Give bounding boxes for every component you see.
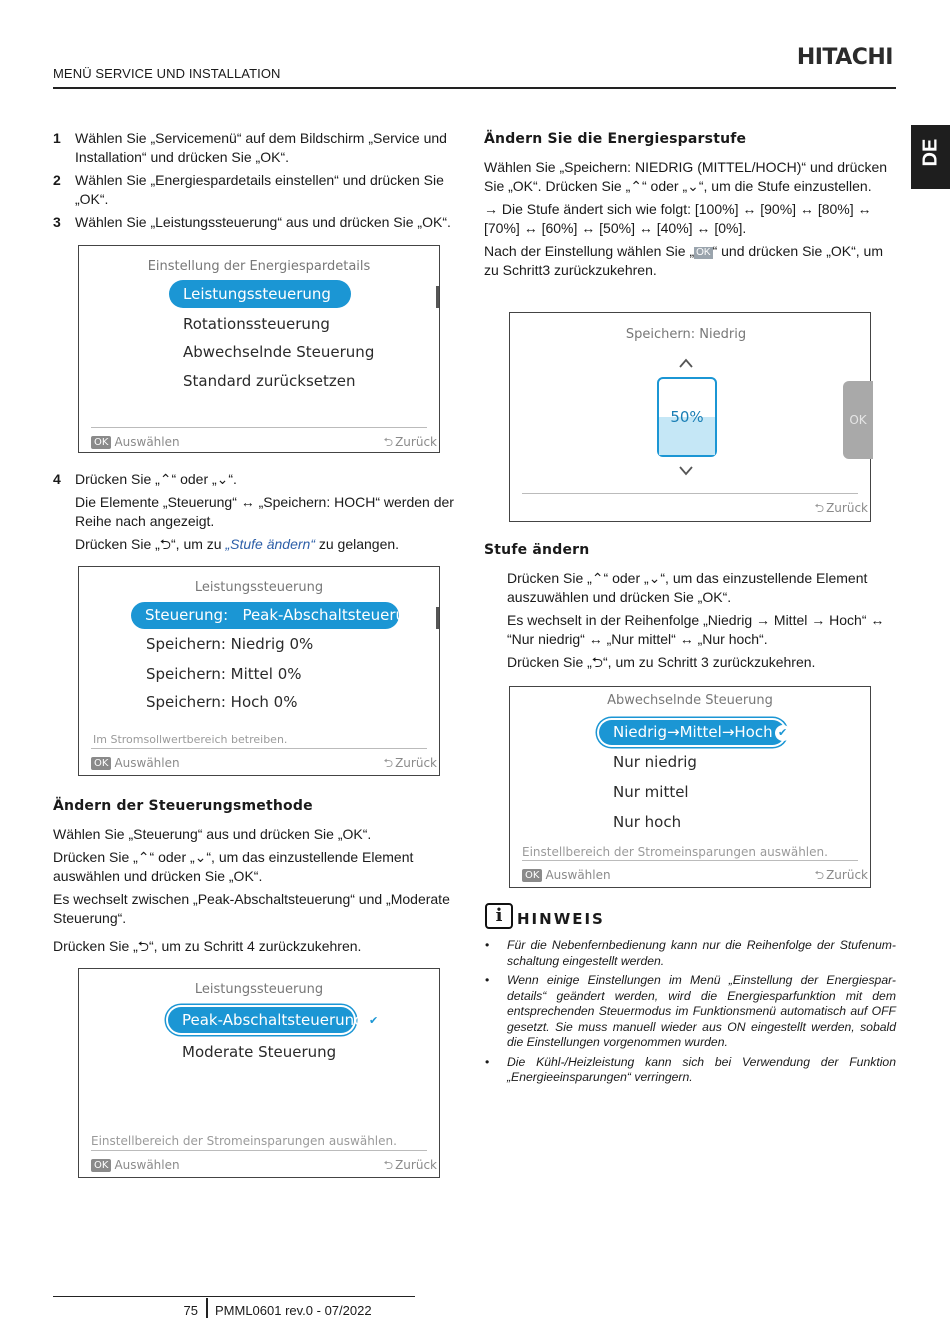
hitachi-logo: HITACHI bbox=[796, 45, 893, 70]
section-change-method bbox=[53, 797, 465, 960]
screen-title: Abwechselnde Steuerung bbox=[607, 693, 773, 708]
item-value: Niedrig bbox=[230, 635, 285, 653]
ok-badge: OK bbox=[91, 436, 111, 449]
select-hint[interactable] bbox=[91, 1156, 180, 1175]
hinweis-label: HINWEIS bbox=[517, 910, 605, 928]
step-number: 2 bbox=[53, 172, 61, 188]
step-2 bbox=[53, 171, 465, 209]
ok-badge: OK bbox=[522, 869, 542, 882]
step-text: Wählen Sie „Servicemenü“ auf dem Bildschirm „Service und Installation“ und drücken Sie „OK“. bbox=[75, 130, 447, 165]
menu-item[interactable]: Standard zurücksetzen bbox=[183, 372, 356, 390]
section-change-level bbox=[484, 541, 896, 676]
paragraph: Drücken Sie „⮌“, um zu Schritt 4 zurückzukehren. bbox=[53, 938, 362, 954]
back-hint[interactable] bbox=[383, 433, 437, 452]
back-hint[interactable] bbox=[814, 866, 868, 885]
back-icon: ⮌ bbox=[814, 501, 825, 515]
select-hint[interactable] bbox=[91, 754, 180, 773]
step-number: 3 bbox=[53, 214, 61, 230]
menu-item[interactable]: Abwechselnde Steuerung bbox=[183, 343, 375, 361]
screen-alternating-control bbox=[509, 686, 871, 888]
scrollbar[interactable] bbox=[436, 286, 439, 308]
section-title: Stufe ändern bbox=[484, 542, 590, 558]
info-icon: i bbox=[485, 903, 513, 929]
screen-title: Einstellung der Energiespardetails bbox=[147, 259, 371, 274]
check-icon: ✔ bbox=[366, 1013, 382, 1029]
level-value: 50% bbox=[670, 408, 704, 426]
paragraph: Es wechselt zwischen „Peak-Abschaltsteuerung“ und „Moderate Steuerung“. bbox=[53, 891, 450, 926]
text-part: Drücken Sie „⮌“, um zu bbox=[75, 536, 226, 552]
menu-item[interactable]: Rotationssteuerung bbox=[183, 315, 330, 333]
step-text: Wählen Sie „Leistungssteuerung“ aus und drücken Sie „OK“. bbox=[75, 214, 451, 230]
ok-badge: OK bbox=[91, 1159, 111, 1172]
item-key: Speichern: bbox=[146, 693, 226, 711]
note-item: • Wenn einige Einstellungen im Menü „Einstellung der Energiespar-details“ geändert werden, wird die Energiesparfunktion mit dem entsprechenden Steuermodus im Funktionsmenü automatisch auf OFF gesetzt. Sie muss manuell wieder aus ON eingestellt werden, sobald die Einstellungen vorgenommen wurden. bbox=[485, 973, 896, 1051]
footer-divider bbox=[91, 427, 427, 428]
screen-title: Leistungssteuerung bbox=[194, 580, 324, 595]
menu-item[interactable]: Nur mittel bbox=[613, 783, 689, 801]
item-percent: 0% bbox=[277, 665, 302, 683]
item-label: Niedrig→Mittel→Hoch bbox=[613, 723, 773, 741]
scrollbar[interactable] bbox=[436, 607, 439, 629]
back-icon: ⮌ bbox=[383, 756, 394, 770]
select-label: Auswählen bbox=[545, 868, 611, 882]
screen-save-level bbox=[509, 312, 871, 522]
step-text: Wählen Sie „Energiespardetails einstellen“ und drücken Sie „OK“. bbox=[75, 172, 444, 207]
check-icon: ✔ bbox=[775, 725, 791, 741]
footer-divider bbox=[53, 1296, 415, 1297]
section-title: Ändern Sie die Energiesparstufe bbox=[484, 131, 747, 147]
document-id: PMML0601 rev.0 - 07/2022 bbox=[215, 1303, 372, 1318]
back-hint[interactable] bbox=[814, 499, 868, 518]
hinweis-heading bbox=[485, 902, 605, 929]
step-4 bbox=[53, 470, 465, 558]
footer-divider bbox=[91, 748, 427, 749]
item-value: Mittel bbox=[230, 665, 273, 683]
chevron-down-icon[interactable] bbox=[678, 463, 694, 479]
screen-hint: Einstellbereich der Stromeinsparungen auswählen. bbox=[91, 1134, 397, 1148]
language-label: DE bbox=[919, 138, 942, 167]
step-text: Drücken Sie „⌃“ oder „⌄“. bbox=[75, 471, 237, 487]
header-title: MENÜ SERVICE UND INSTALLATION bbox=[53, 66, 281, 81]
item-percent: 0% bbox=[289, 635, 314, 653]
screen-hint: Einstellbereich der Stromeinsparungen auswählen. bbox=[522, 845, 828, 859]
back-icon: ⮌ bbox=[814, 868, 825, 882]
back-label: Zurück bbox=[395, 1158, 437, 1172]
section-title: Ändern der Steuerungsmethode bbox=[53, 798, 313, 814]
back-hint[interactable] bbox=[383, 1156, 437, 1175]
back-icon: ⮌ bbox=[383, 1158, 394, 1172]
step-3 bbox=[53, 213, 465, 232]
header-divider bbox=[53, 87, 896, 89]
menu-item[interactable] bbox=[146, 665, 302, 684]
ok-inline-badge: OK bbox=[696, 247, 711, 258]
footer-divider bbox=[522, 493, 858, 494]
chevron-up-icon[interactable] bbox=[678, 355, 694, 371]
section-energy-level bbox=[484, 130, 896, 284]
screen-power-control bbox=[78, 566, 440, 776]
paragraph: → Die Stufe ändert sich wie folgt: [100%] ↔ [90%] ↔ [80%] ↔ [70%] ↔ [60%] ↔ [50%] ↔ [40%] ↔ [0%]. bbox=[484, 201, 872, 236]
step-text: Die Elemente „Steuerung“ ↔ „Speichern: HOCH“ werden der Reihe nach angezeigt. bbox=[75, 494, 454, 529]
left-column bbox=[53, 129, 465, 236]
footer-divider bbox=[522, 860, 858, 861]
back-hint[interactable] bbox=[383, 754, 437, 773]
paragraph: Wählen Sie „Speichern: NIEDRIG (MITTEL/HOCH)“ und drücken Sie „OK“. Drücken Sie „⌃“ oder „⌄“, um die Stufe einzustellen. bbox=[484, 159, 888, 194]
back-icon: ⮌ bbox=[383, 435, 394, 449]
step-number: 4 bbox=[53, 471, 61, 487]
paragraph: Es wechselt in der Reihenfolge „Niedrig → Mittel → Hoch“ ↔ “Nur niedrig“ ↔ „Nur mittel“ ↔ „Nur hoch“. bbox=[507, 612, 885, 647]
item-label: Peak-Abschaltsteuerung bbox=[182, 1011, 364, 1029]
menu-item-selected[interactable] bbox=[599, 720, 788, 745]
text-part: Nach der Einstellung wählen Sie „ bbox=[484, 243, 695, 259]
paragraph: Drücken Sie „⌃“ oder „⌄“, um das einzustellende Element auszuwählen und drücken Sie „OK“. bbox=[507, 570, 868, 605]
stufe-aendern-link[interactable]: „Stufe ändern“ bbox=[225, 536, 315, 552]
hinweis-notes bbox=[485, 938, 896, 1090]
item-key: Speichern: bbox=[146, 635, 226, 653]
text-part: “ und drücken Sie „OK“, um zu Schritt3 zurückzukehren. bbox=[484, 243, 883, 278]
note-item: • Die Kühl-/Heizleistung kann sich bei Verwendung der Funktion „Energieeinsparungen“ verringern. bbox=[485, 1055, 896, 1086]
footer-divider bbox=[91, 1150, 427, 1151]
menu-item[interactable]: Nur hoch bbox=[613, 813, 682, 831]
item-value: Hoch bbox=[230, 693, 269, 711]
select-label: Auswählen bbox=[114, 435, 180, 449]
item-key: Steuerung: bbox=[145, 606, 229, 624]
menu-item[interactable] bbox=[146, 635, 313, 654]
screen-title: Speichern: Niedrig bbox=[625, 327, 747, 342]
screen-energy-details bbox=[78, 245, 440, 453]
item-key: Speichern: bbox=[146, 665, 226, 683]
step-1 bbox=[53, 129, 465, 167]
step-text-link-line bbox=[53, 535, 465, 554]
back-label: Zurück bbox=[826, 501, 868, 515]
paragraph: Drücken Sie „⌃“ oder „⌄“, um das einzustellende Element auswählen und drücken Sie „OK“. bbox=[53, 849, 414, 884]
menu-item[interactable]: Nur niedrig bbox=[613, 753, 697, 771]
ok-side-button[interactable]: OK bbox=[843, 381, 873, 459]
select-hint[interactable] bbox=[522, 866, 611, 885]
ok-badge: OK bbox=[91, 757, 111, 770]
note-item: • Für die Nebenfernbedienung kann nur die Reihenfolge der Stufenum-schaltung eingestellt werden. bbox=[485, 938, 896, 969]
back-label: Zurück bbox=[826, 868, 868, 882]
menu-item-selected[interactable] bbox=[168, 1007, 379, 1033]
back-label: Zurück bbox=[395, 756, 437, 770]
menu-item[interactable] bbox=[146, 693, 297, 712]
screen-hint: Im Stromsollwertbereich betreiben. bbox=[93, 733, 288, 746]
footer-separator bbox=[206, 1298, 208, 1318]
level-gauge[interactable] bbox=[657, 377, 717, 457]
menu-item-selected[interactable] bbox=[131, 602, 425, 629]
select-hint[interactable] bbox=[91, 433, 180, 452]
menu-item[interactable]: Moderate Steuerung bbox=[182, 1043, 337, 1061]
text-part: zu gelangen. bbox=[314, 536, 400, 552]
language-tab bbox=[911, 125, 950, 189]
item-percent: 0% bbox=[273, 693, 298, 711]
select-label: Auswählen bbox=[114, 756, 180, 770]
paragraph bbox=[484, 242, 896, 280]
select-label: Auswählen bbox=[114, 1158, 180, 1172]
item-value: Peak-Abschaltsteuerung bbox=[242, 606, 425, 624]
screen-title: Leistungssteuerung bbox=[194, 982, 324, 997]
page-number: 75 bbox=[183, 1303, 198, 1318]
step-number: 1 bbox=[53, 130, 61, 146]
paragraph: Wählen Sie „Steuerung“ aus und drücken Sie „OK“. bbox=[53, 826, 372, 842]
screen-control-method bbox=[78, 968, 440, 1178]
back-label: Zurück bbox=[395, 435, 437, 449]
menu-item-selected[interactable]: Leistungssteuerung bbox=[169, 280, 351, 308]
paragraph: Drücken Sie „⮌“, um zu Schritt 3 zurückzukehren. bbox=[507, 654, 816, 670]
